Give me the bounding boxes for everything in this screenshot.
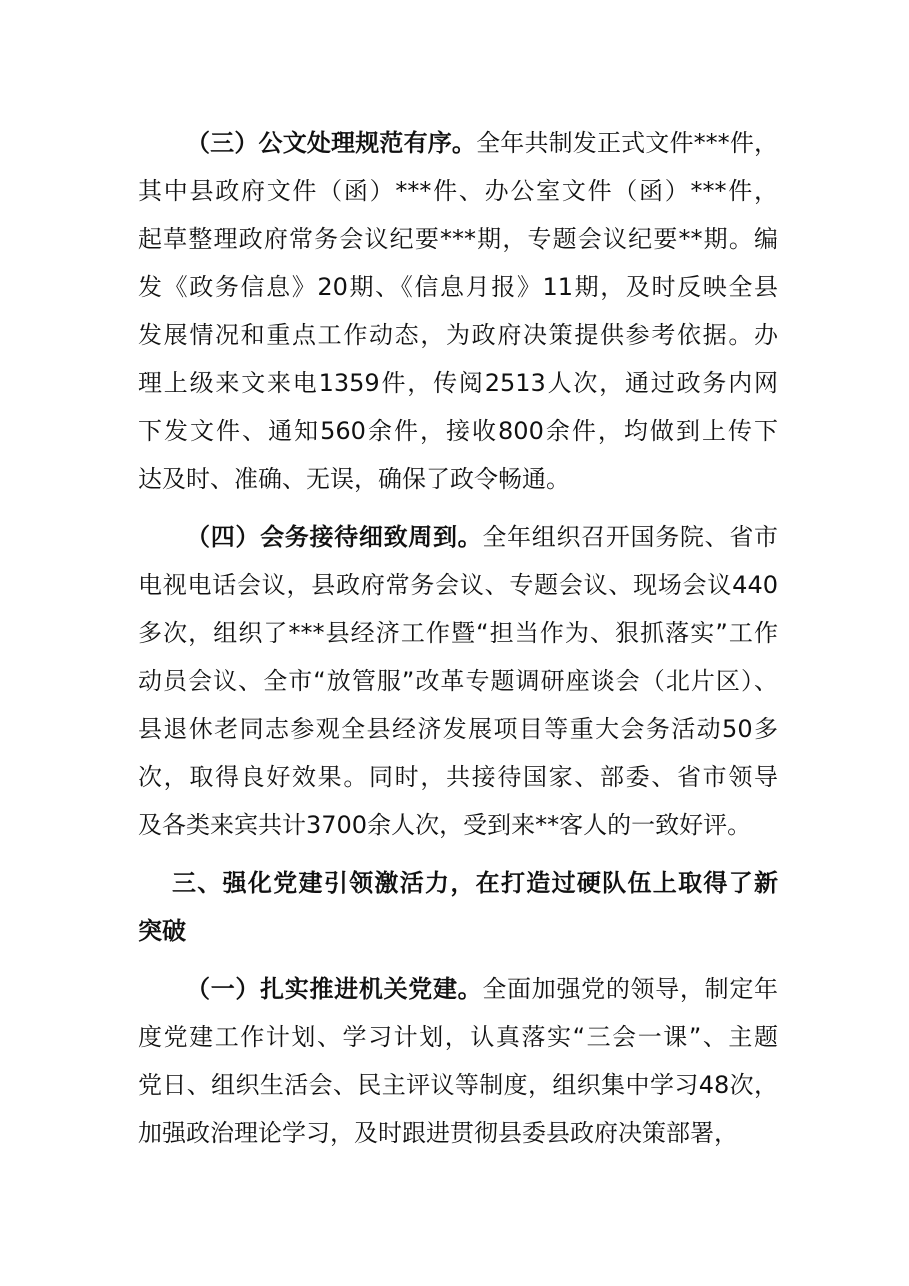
paragraph-line: 及各类来宾共计3700余人次，受到来**客人的一致好评。 <box>138 811 752 839</box>
paragraph-text: 全年共制发正式文件***件， <box>476 129 779 157</box>
paragraph-line: 发《政务信息》20期、《信息月报》11期，及时反映全县 <box>138 273 778 301</box>
chapter-title: 三、强化党建引领激活力，在打造过硬队伍上取得了新 <box>172 869 778 897</box>
paragraph-line: 动员会议、全市“放管服”改革专题调研座谈会（北片区）、 <box>138 667 778 695</box>
paragraph-line <box>186 522 778 552</box>
section-heading: （一）扎实推进机关党建。 <box>186 975 483 1003</box>
paragraph-line: 达及时、准确、无误，确保了政令畅通。 <box>138 465 570 493</box>
section-heading: （四）会务接待细致周到。 <box>186 523 483 551</box>
paragraph-line: 其中县政府文件（函）***件、办公室文件（函）***件， <box>138 177 778 205</box>
paragraph-line: 次，取得良好效果。同时，共接待国家、部委、省市领导 <box>138 763 778 791</box>
paragraph-line: 多次，组织了***县经济工作暨“担当作为、狠抓落实”工作 <box>138 619 778 647</box>
paragraph-line: 县退休老同志参观全县经济发展项目等重大会务活动50多 <box>138 715 778 743</box>
paragraph-line <box>186 974 778 1004</box>
paragraph-line: 起草整理政府常务会议纪要***期，专题会议纪要**期。编 <box>138 225 778 253</box>
paragraph-line: 党日、组织生活会、民主评议等制度，组织集中学习48次， <box>138 1071 778 1099</box>
paragraph-line: 发展情况和重点工作动态，为政府决策提供参考依据。办 <box>138 321 778 349</box>
paragraph-line: 电视电话会议，县政府常务会议、专题会议、现场会议440 <box>138 571 778 599</box>
paragraph-line <box>186 128 778 158</box>
chapter-title: 突破 <box>138 917 186 945</box>
paragraph-line: 下发文件、通知560余件，接收800余件，均做到上传下 <box>138 417 778 445</box>
paragraph-text: 全年组织召开国务院、省市 <box>482 523 779 551</box>
paragraph-line: 度党建工作计划、学习计划，认真落实“三会一课”、主题 <box>138 1023 778 1051</box>
paragraph-line: 加强政治理论学习，及时跟进贯彻县委县政府决策部署， <box>138 1119 738 1147</box>
section-heading: （三）公文处理规范有序。 <box>186 129 477 157</box>
paragraph-text: 全面加强党的领导，制定年 <box>482 975 779 1003</box>
paragraph-line: 理上级来文来电1359件，传阅2513人次，通过政务内网 <box>138 369 778 397</box>
